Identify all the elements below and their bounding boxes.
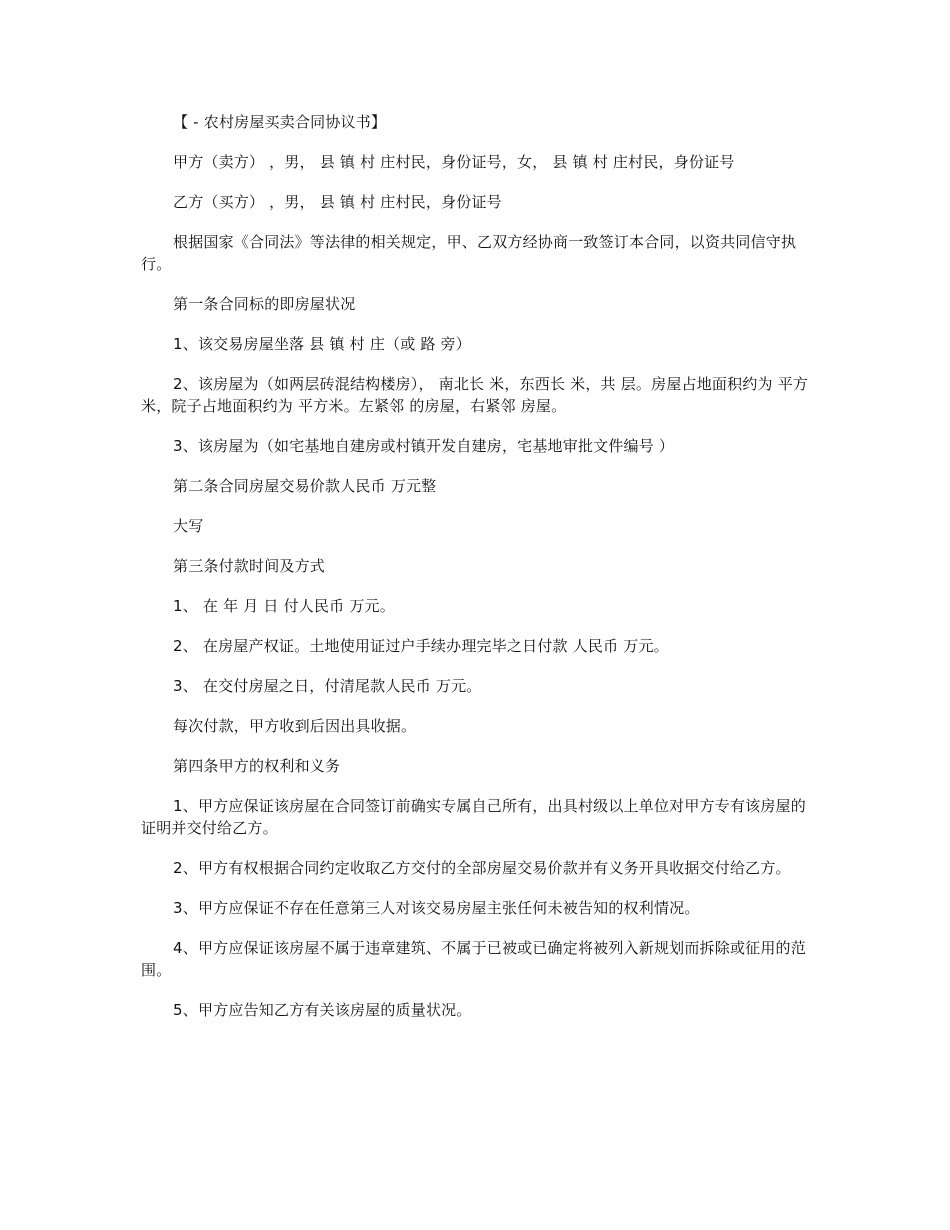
document-body	[141, 111, 811, 1039]
paragraph-preamble: 根据国家《合同法》等法律的相关规定，甲、乙双方经协商一致签订本合同，以资共同信守执行。	[141, 233, 797, 273]
article-1-heading: 第一条合同标的即房屋状况	[173, 295, 356, 313]
article-4-item-5: 5、甲方应告知乙方有关该房屋的质量状况。	[173, 1001, 472, 1019]
paragraph-party-a: 甲方（卖方） ，男， 县 镇 村 庄村民，身份证号，女， 县 镇 村 庄村民，身份证号	[173, 153, 735, 171]
article-4-item-4: 4、甲方应保证该房屋不属于违章建筑、不属于已被或已确定将被列入新规划而拆除或征用的范围。	[141, 939, 806, 979]
article-1-item-2: 2、该房屋为（如两层砖混结构楼房）， 南北长 米，东西长 米，共 层。房屋占地面积约为 平方米，院子占地面积约为 平方米。左紧邻 的房屋，右紧邻 房屋。	[141, 375, 809, 415]
article-1-item-3: 3、该房屋为（如宅基地自建房或村镇开发自建房，宅基地审批文件编号 ）	[173, 437, 675, 455]
article-4-heading: 第四条甲方的权利和义务	[173, 757, 341, 775]
article-4-item-1: 1、甲方应保证该房屋在合同签订前确实专属自己所有，出具村级以上单位对甲方专有该房屋的证明并交付给乙方。	[141, 797, 806, 837]
article-3-item-2: 2、 在房屋产权证。土地使用证过户手续办理完毕之日付款 人民币 万元。	[173, 637, 669, 655]
article-3-heading: 第三条付款时间及方式	[173, 557, 326, 575]
article-3-receipt-note: 每次付款，甲方收到后因出具收据。	[173, 717, 417, 735]
article-4-item-3: 3、甲方应保证不存在任意第三人对该交易房屋主张任何未被告知的权利情况。	[173, 899, 700, 917]
paragraph-party-b: 乙方（买方） ，男， 县 镇 村 庄村民，身份证号	[173, 193, 502, 211]
article-4-item-2: 2、甲方有权根据合同约定收取乙方交付的全部房屋交易价款并有义务开具收据交付给乙方。	[173, 859, 791, 877]
article-3-item-3: 3、 在交付房屋之日，付清尾款人民币 万元。	[173, 677, 482, 695]
document-title: 【 - 农村房屋买卖合同协议书】	[173, 113, 387, 131]
article-3-item-1: 1、 在 年 月 日 付人民币 万元。	[173, 597, 395, 615]
article-2-heading: 第二条合同房屋交易价款人民币 万元整	[173, 477, 437, 495]
article-2-capital-amount: 大写	[173, 517, 204, 535]
article-1-item-1: 1、该交易房屋坐落 县 镇 村 庄（或 路 旁）	[173, 335, 471, 353]
